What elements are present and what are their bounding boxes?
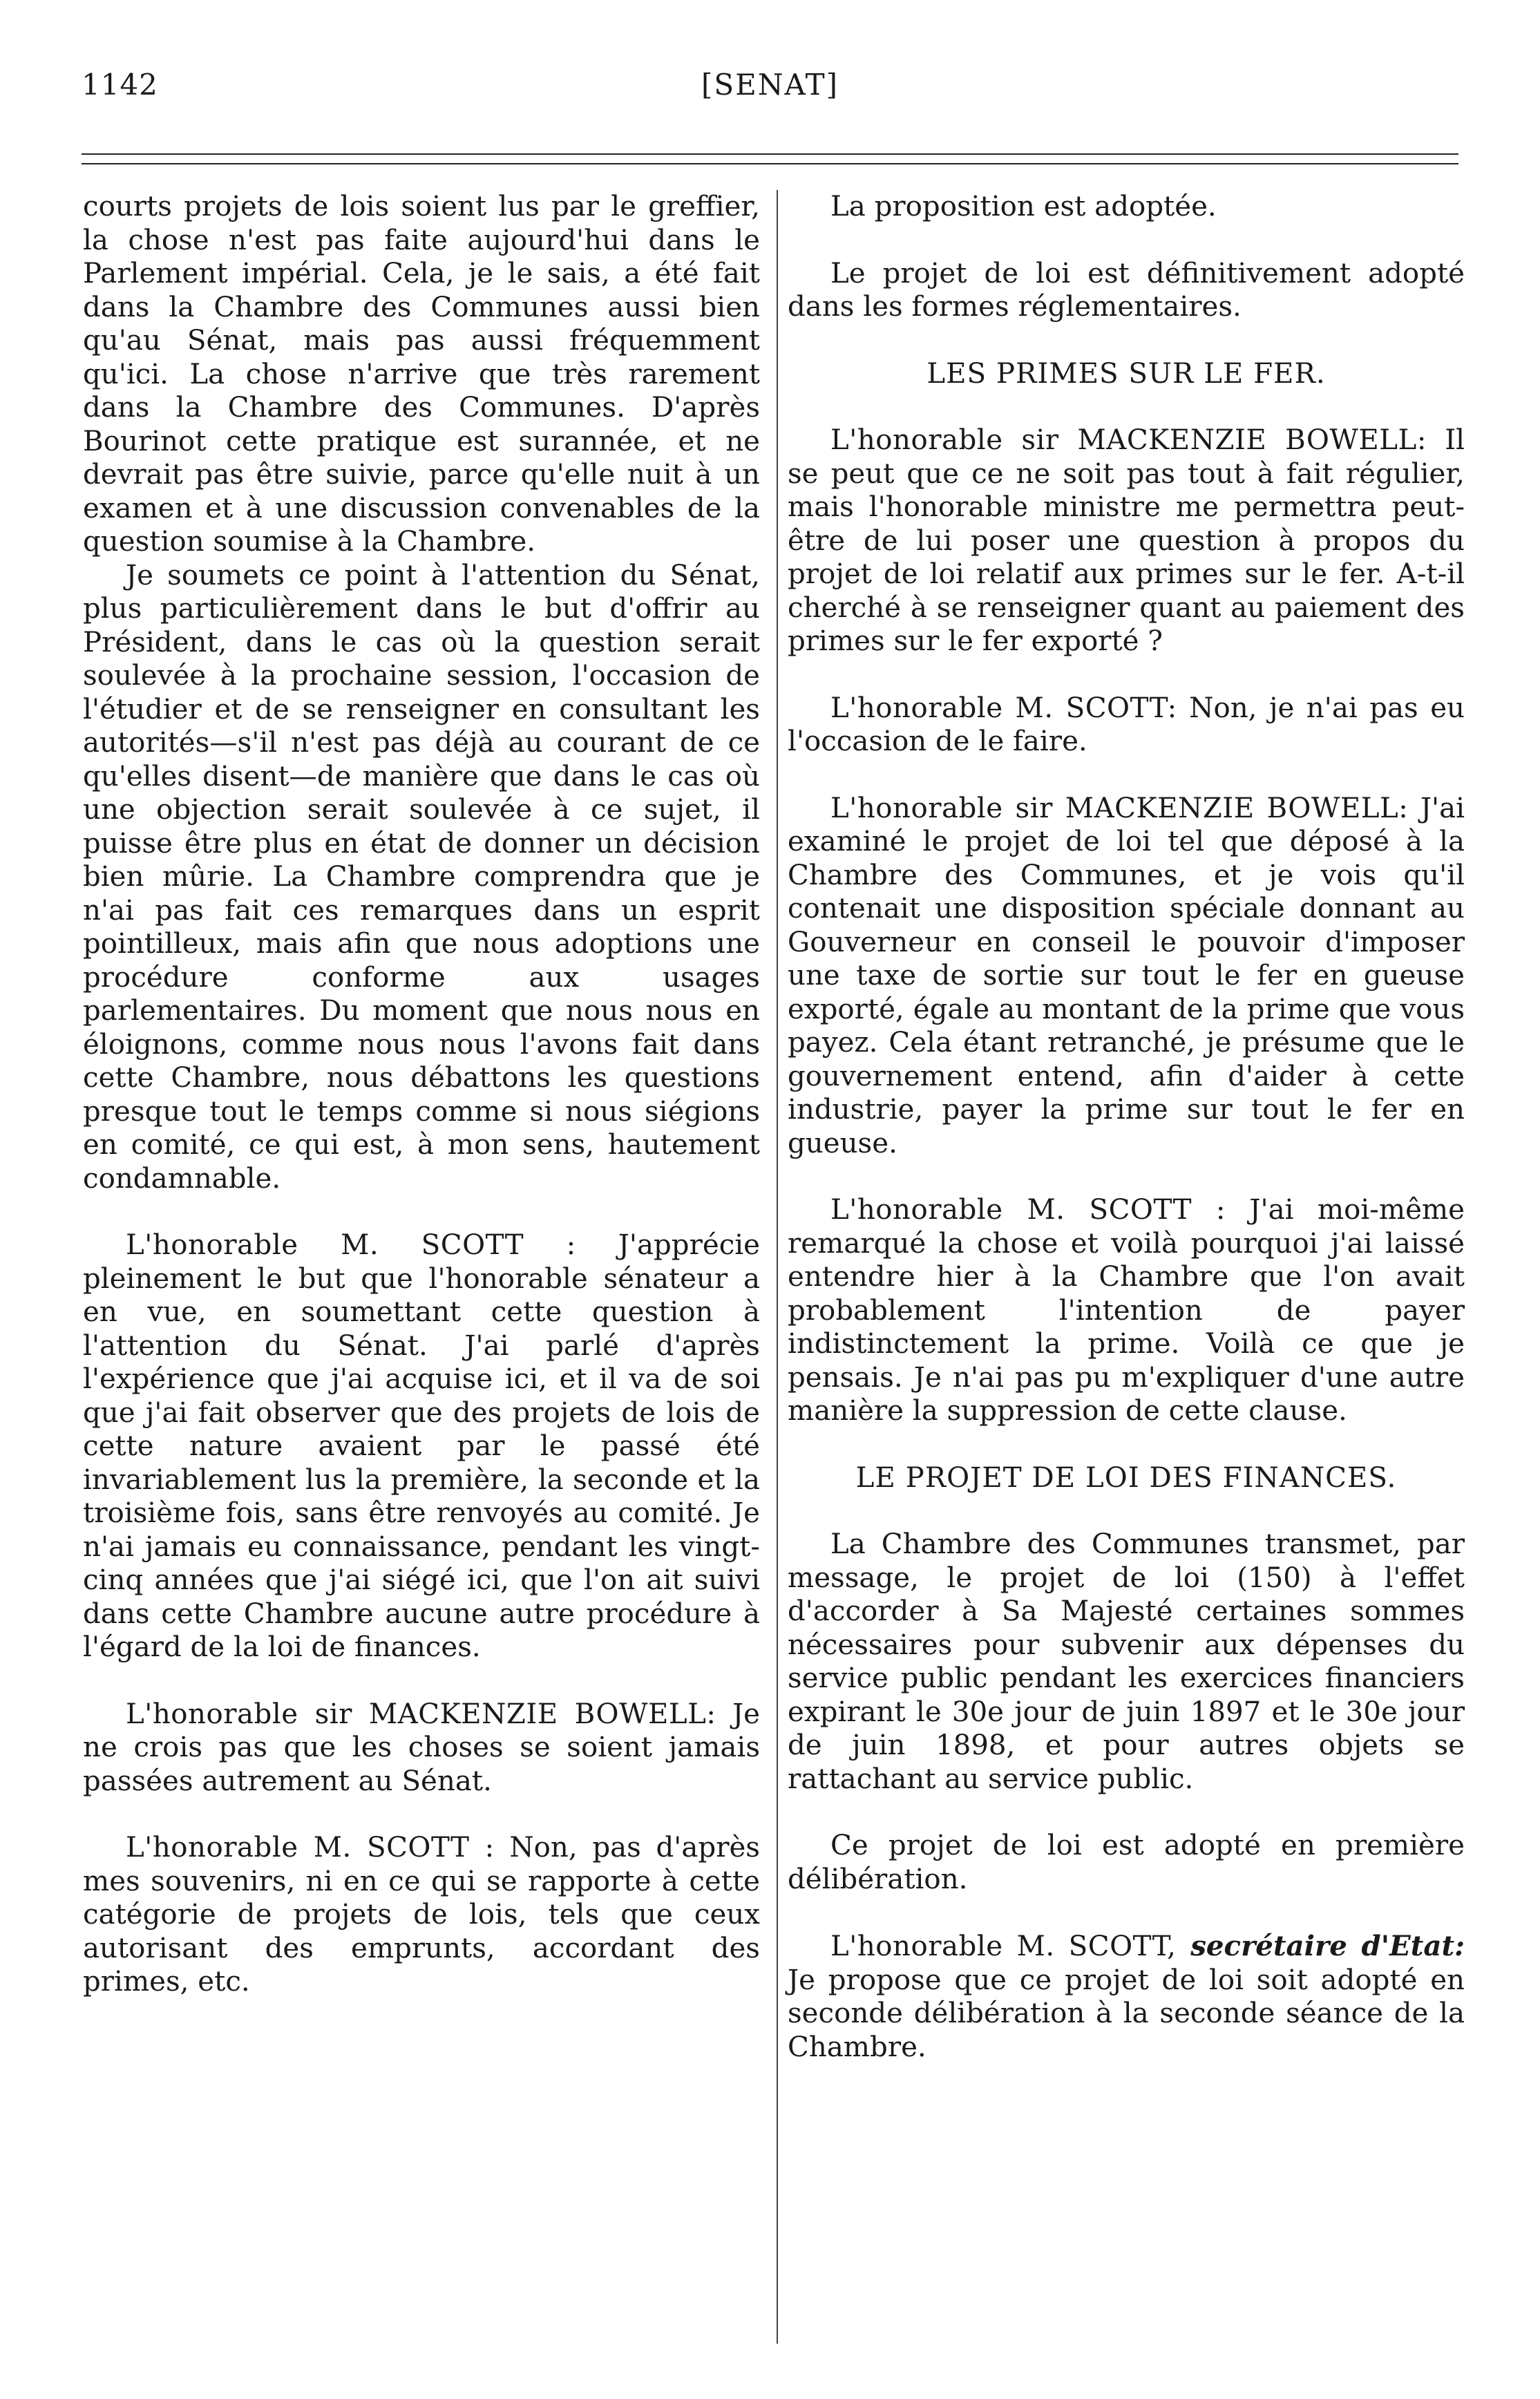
speech-paragraph — [788, 692, 1465, 759]
speech-text: J'ai examiné le projet de loi tel que déposé à la Chambre des Communes, et je vois qu'il contenait une disposition spéciale donnant au Gouverneur en conseil le pouvoir d'imposer une taxe de sortie sur tout le fer en gueuse exporté, égale au montant de la prime que vous payez. Cela étant retranché, je présume que le gouvernement entend, afin d'aider à cette industrie, payer la prime sur tout le fer en gueuse. — [788, 791, 1465, 1159]
paragraph: Je soumets ce point à l'attention du Sénat, plus particulièrement dans le but d'offrir au Président, dans le cas où la question serait soulevée à la prochaine session, l'occasion de l'étudier et de se renseigner en consultant les autorités—s'il n'est pas déjà au courant de ce qu'elles disent—de manière que dans le cas où une objection serait soulevée à ce sujet, il puisse être plus en état de donner un décision bien mûrie. La Chambre comprendra que je n'ai pas fait ces remarques dans un esprit pointilleux, mais afin que nous adoptions une procédure conforme aux usages parlementaires. Du moment que nous nous en éloignons, comme nous nous l'avons fait dans cette Chambre, nous débattons les questions presque tout le temps comme si nous siégions en comité, ce qui est, à mon sens, hautement condamnable. — [83, 558, 760, 1195]
section-heading: LES PRIMES SUR LE FER. — [926, 357, 1326, 390]
running-head: [SENAT] — [701, 68, 839, 102]
paragraph: La Chambre des Communes transmet, par message, le projet de loi (150) à l'effet d'accorder à Sa Majesté certaines sommes nécessaires pour subvenir aux dépenses du service public pendant les exercices financiers expirant le 30e jour de juin 1897 et le 30e jour de juin 1898, et pour autres objets se rattachant au service public. — [788, 1528, 1465, 1795]
speaker-name: L'honorable M. SCOTT : — [126, 1229, 576, 1261]
speech-paragraph — [83, 1698, 760, 1799]
paragraph: Ce projet de loi est adopté en première délibération. — [788, 1829, 1465, 1895]
speech-text: Non, pas d'après mes souvenirs, ni en ce qui se rapporte à cette catégorie de projets de lois, tels que ceux autorisant des emprunts, accordant des primes, etc. — [83, 1831, 760, 1998]
speech-text: J'ai moi-même remarqué la chose et voilà pourquoi j'ai laissé entendre hier à la Chambre que l'on avait probablement l'intention de payer indistinctement la prime. Voilà ce que je pensais. Je n'ai pas pu m'expliquer d'une autre manière la suppression de cette clause. — [788, 1193, 1465, 1427]
speech-text: Je ne crois pas que les choses se soient jamais passées autrement au Sénat. — [83, 1697, 761, 1797]
section-heading: LE PROJET DE LOI DES FINANCES. — [855, 1461, 1397, 1494]
speech-paragraph — [788, 1929, 1465, 2064]
speech-text: Il se peut que ce ne soit pas tout à fait régulier, mais l'honorable ministre me permettra peut-être de lui poser une question à propos du projet de loi relatif aux primes sur le fer. A-t-il cherché à se renseigner quant au paiement des primes sur le fer exporté ? — [788, 424, 1465, 657]
speech-paragraph — [83, 1229, 760, 1665]
speaker-name: L'honorable sir MACKENZIE BOWELL: — [126, 1697, 716, 1730]
paragraph: La proposition est adoptée. — [830, 190, 1217, 222]
paragraph: Le projet de loi est définitivement adopté dans les formes réglementaires. — [788, 256, 1465, 323]
speech-paragraph — [788, 1193, 1465, 1428]
speech-paragraph — [83, 1831, 760, 1999]
speaker-name: L'honorable sir MACKENZIE BOWELL: — [830, 424, 1427, 456]
left-column — [83, 190, 760, 1999]
header-rule — [82, 153, 1458, 164]
speech-text: Non, je n'ai pas eu l'occasion de le faire. — [788, 691, 1465, 757]
right-column — [788, 190, 1465, 2064]
paragraph: courts projets de lois soient lus par le greffier, la chose n'est pas faite aujourd'hui dans le Parlement impérial. Cela, je le sais, a été fait dans la Chambre des Communes aussi bien qu'au Sénat, mais pas aussi fréquemment qu'ici. La chose n'arrive que très rarement dans la Chambre des Communes. D'après Bourinot cette pratique est surannée, et ne devrait pas être suivie, parce qu'elle nuit à un examen et à une discussion convenables de la question soumise à la Chambre. — [83, 190, 760, 558]
speaker-name: L'honorable M. SCOTT : — [126, 1831, 495, 1864]
speaker-name: L'honorable sir MACKENZIE BOWELL: — [830, 791, 1409, 824]
speech-paragraph — [788, 424, 1465, 658]
page-header — [82, 68, 1458, 109]
speaker-name: L'honorable M. SCOTT: — [830, 691, 1177, 724]
speaker-name: L'honorable M. SCOTT, — [830, 1930, 1177, 1962]
speaker-name: L'honorable M. SCOTT : — [830, 1193, 1226, 1226]
page-number: 1142 — [82, 68, 158, 102]
speaker-title: secrétaire d'Etat: — [1176, 1929, 1465, 1962]
speech-paragraph — [788, 792, 1465, 1161]
speech-text: J'apprécie pleinement le but que l'honorable sénateur a en vue, en soumettant cette question à l'attention du Sénat. J'ai parlé d'après l'expérience que j'ai acquise ici, et il va de soi que j'ai fait observer que des projets de lois de cette nature avaient par le passé été invariablement lus la première, la seconde et la troisième fois, sans être renvoyés au comité. Je n'ai jamais eu connaissance, pendant les vingt-cinq années que j'ai siégé ici, que l'on ait suivi dans cette Chambre aucune autre procédure à l'égard de la loi de finances. — [83, 1229, 761, 1663]
column-divider — [777, 190, 778, 2344]
speech-text: Je propose que ce projet de loi soit adopté en seconde délibération à la seconde séance de la Chambre. — [788, 1963, 1465, 2063]
